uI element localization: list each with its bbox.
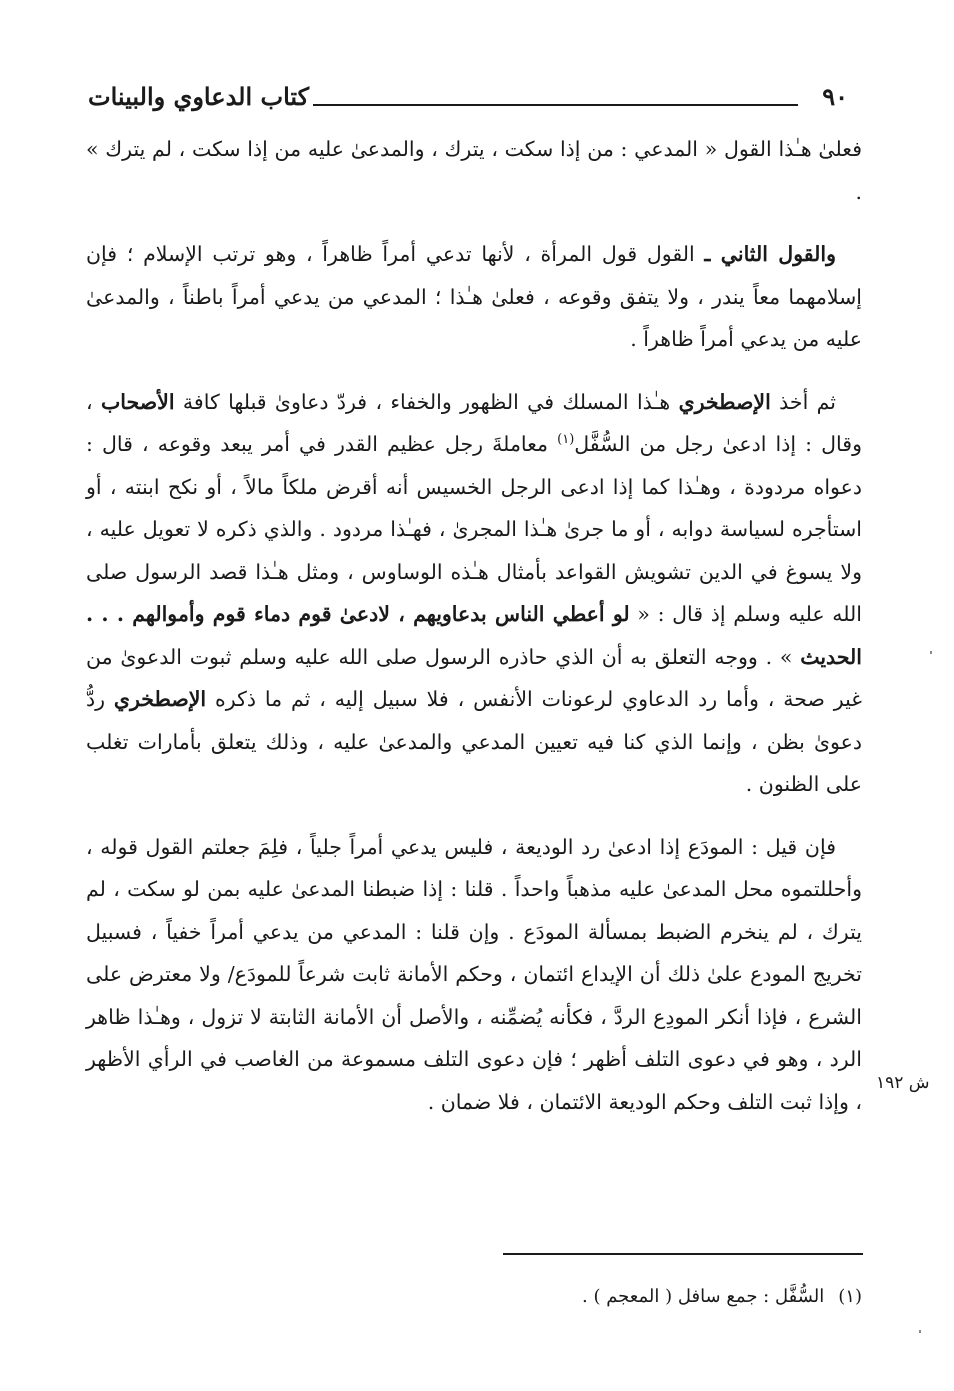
footnote-reference: (١) <box>557 432 575 448</box>
paragraph-3-text-1: ثم أخذ <box>770 389 836 414</box>
paragraph-3 <box>86 381 862 806</box>
paragraph-2-lead: والقول الثاني ـ <box>704 242 836 266</box>
paragraph-2 <box>86 233 862 361</box>
footnote <box>582 1282 862 1312</box>
name-istakhri: الإصطخري <box>678 389 771 414</box>
main-text <box>86 128 862 1123</box>
margin-note: ش ١٩٢ <box>876 1073 930 1093</box>
page-number: ٩٠ <box>822 82 848 111</box>
footnote-number: (١) <box>838 1286 862 1307</box>
book-title: كتاب الدعاوي والبينات <box>88 82 310 111</box>
paragraph-1-text: فعلىٰ هـٰذا القول « المدعي : من إذا سكت ، يترك ، والمدعىٰ عليه من إذا سكت ، لم يترك » . <box>86 137 862 204</box>
header-rule <box>313 104 798 106</box>
paragraph-3-text-4: معاملةَ رجل عظيم القدر في أمر يبعد وقوعه ، قال : دعواه مردودة ، وهـٰذا كما إذا ادعى الرجل الخسيس أنه أقرض ملكاً مالاً ، أو نكح ابنته ، أو استأجره لسياسة دوابه ، أو ما جرىٰ هـٰذا المجرىٰ ، فهـٰذا مردود . والذي ذكره لا تعويل عليه ، ولا يسوغ في الدين تشويش القواعد بأمثال هـٰذه الوساوس ، ومثل هـٰذا قصد الرسول صلى الله عليه وسلم إذ قال : « <box>86 432 862 626</box>
paragraph-3-text-2: هـٰذا المسلك في الظهور والخفاء ، فردّ دعاوىٰ قبلها كافة <box>174 389 679 414</box>
footnote-separator <box>503 1253 863 1255</box>
name-istakhri-2: الإصطخري <box>113 687 207 711</box>
paragraph-4 <box>86 826 862 1124</box>
term-ashab: الأصحاب <box>100 389 175 414</box>
paragraph-3-text-6: ردُّ دعوىٰ بظن ، وإنما الذي كنا فيه تعيين المدعي والمدعىٰ عليه ، وذلك يتعلق بأمارات تغلب على الظنون . <box>86 687 862 796</box>
running-header <box>88 82 848 118</box>
scan-speck <box>930 651 932 654</box>
paragraph-3-text-3: ، وقال : إذا ادعىٰ رجل من السُّفَّل <box>86 389 862 456</box>
scan-speck <box>919 1330 921 1333</box>
paragraph-2-text: القول قول المرأة ، لأنها تدعي أمراً ظاهراً ، وهو ترتب الإسلام ؛ فإن إسلامهما معاً يندر ، ولا يتفق وقوعه ، فعلىٰ هـٰذا ؛ المدعي من يدعي أمراً باطناً ، والمدعىٰ عليه من يدعي أمراً ظاهراً . <box>86 242 862 351</box>
paragraph-4-text: فإن قيل : المودَع إذا ادعىٰ رد الوديعة ، فليس يدعي أمراً جلياً ، فلِمَ جعلتم القول قوله ، وأحللتموه محل المدعىٰ عليه مذهباً واحداً . قلنا : إذا ضبطنا المدعىٰ عليه بمن لو سكت ، لم يترك ، لم ينخرم الضبط بمسألة المودَع . وإن قلنا : المدعي من يدعي أمراً خفياً ، فسبيل تخريج المودع علىٰ ذلك أن الإيداع ائتمان ، وحكم الأمانة ثابت شرعاً للمودَع/ ولا معترض على الشرع ، فإذا أنكر المودِع الردَّ ، فكأنه يُضمِّنه ، والأصل أن الأمانة الثابتة لا تزول ، وهـٰذا ظاهر الرد ، وهو في دعوى التلف أظهر ؛ فإن دعوى التلف مسموعة من الغاصب في الرأي الأظهر ، وإذا ثبت التلف وحكم الوديعة الائتمان ، فلا ضمان . <box>86 834 862 1114</box>
paragraph-1 <box>86 128 862 213</box>
hadith-quote: لو أعطي الناس بدعاويهم ، لادعىٰ قوم دماء قوم وأموالهم . . . الحديث <box>86 602 862 669</box>
footnote-text: السُّفَّل : جمع سافل ( المعجم ) . <box>582 1286 825 1307</box>
paragraph-3-text-5: » . ووجه التعلق به أن الذي حاذره الرسول صلى الله عليه وسلم ثبوت الدعوىٰ من غير صحة ، وأما رد الدعاوي لرعونات الأنفس ، فلا سبيل إليه ، ثم ما ذكره <box>86 644 862 711</box>
